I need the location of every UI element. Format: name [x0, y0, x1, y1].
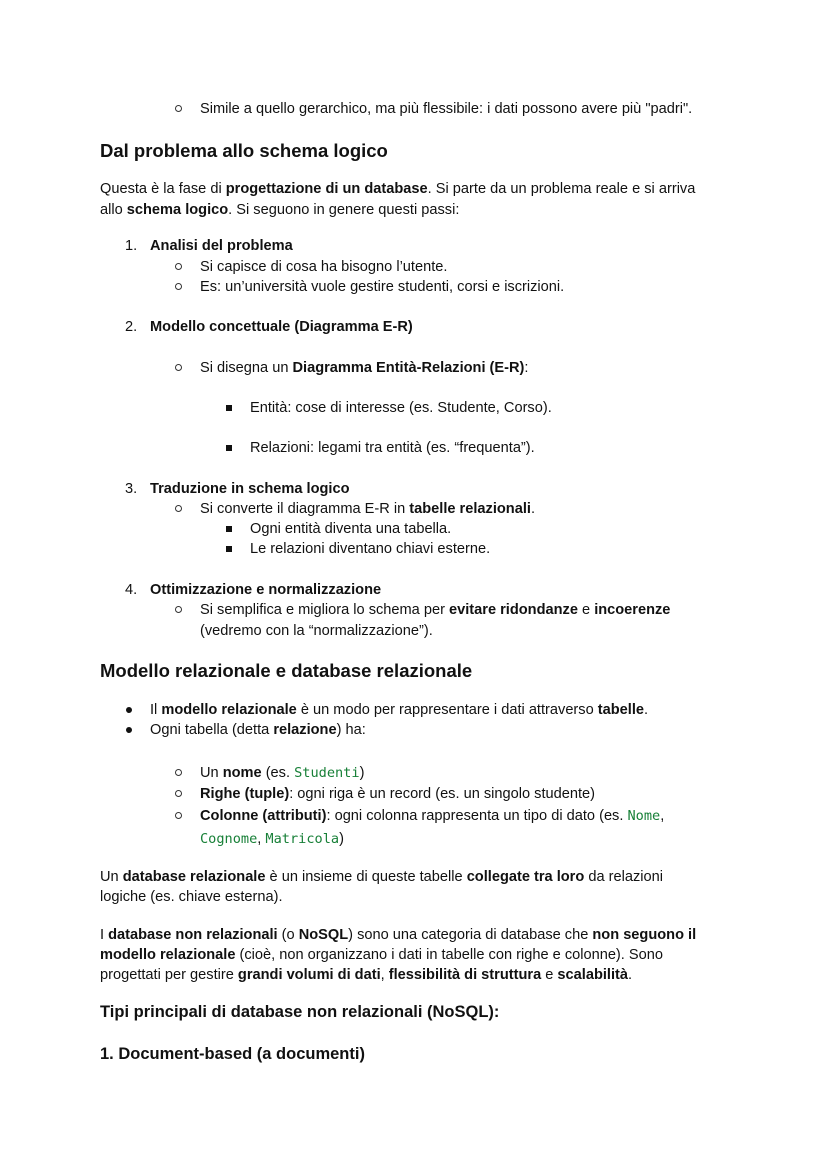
section-heading-progettazione: Dal problema allo schema logico: [100, 140, 388, 161]
code-text: Nome: [627, 808, 661, 824]
hollow-bullet-icon: [175, 812, 182, 819]
bold-text: nome: [222, 765, 262, 781]
text: ) ha:: [336, 722, 366, 738]
bold-text: flessibilità di struttura: [388, 967, 542, 983]
text: : ogni colonna rappresenta un tipo di dato (es.: [326, 808, 628, 824]
bold-text: Righe (tuple): [200, 786, 290, 802]
step-sub-bullet: Relazioni: legami tra entità (es. “frequenta”).: [250, 440, 535, 456]
step-number: 1.: [125, 238, 138, 254]
text: ): [339, 831, 344, 847]
text: : ogni riga è un record (es. un singolo studente): [289, 786, 596, 802]
step-number: 2.: [125, 319, 138, 335]
bold-text: Diagramma Entità-Relazioni (E-R): [292, 360, 525, 376]
code-text: Matricola: [265, 831, 340, 847]
bold-text: relazione: [273, 722, 337, 738]
sub-bullet-item: [200, 806, 664, 826]
text: è un insieme di queste tabelle: [265, 869, 467, 885]
code-text: Studenti: [294, 765, 360, 781]
bold-text: scalabilità: [557, 967, 628, 983]
hollow-bullet-icon: [175, 263, 182, 270]
text: . Si seguono in genere questi passi:: [228, 202, 460, 218]
text: è un modo per rappresentare i dati attraverso: [296, 702, 598, 718]
text: Si disegna un: [200, 360, 293, 376]
bold-text: schema logico: [126, 202, 229, 218]
text: Questa è la fase di: [100, 181, 226, 197]
paragraph-nosql-line3: [100, 965, 632, 985]
hollow-bullet-icon: [175, 283, 182, 290]
intro-bullet-text: Simile a quello gerarchico, ma più flessibile: i dati possono avere più "padri".: [200, 101, 693, 117]
step-bullet: Si capisce di cosa ha bisogno l’utente.: [200, 259, 448, 275]
subsection-heading-document-based: 1. Document-based (a documenti): [100, 1045, 365, 1063]
step-bullet: [200, 600, 670, 620]
text: Ogni tabella (detta: [150, 722, 274, 738]
section-heading-modello-relazionale: Modello relazionale e database relazionale: [100, 660, 473, 681]
step-title: [150, 580, 381, 600]
step-title-text: Ottimizzazione e normalizzazione: [150, 582, 382, 598]
text: .: [644, 702, 649, 718]
step-title-text: Traduzione in schema logico: [150, 481, 350, 497]
paragraph-nosql-line2: [100, 945, 663, 965]
step-number: 4.: [125, 582, 138, 598]
step-bullet: Es: un’università vuole gestire studenti, corsi e iscrizioni.: [200, 279, 565, 295]
text: .: [530, 501, 535, 517]
bold-text: tabelle relazionali: [409, 501, 531, 517]
text: Il: [150, 702, 162, 718]
text: ,: [380, 967, 389, 983]
step-title: [150, 236, 293, 256]
step-bullet: [200, 499, 535, 519]
paragraph-database-relazionale-line1: [100, 867, 663, 887]
text: (cioè, non organizzano i dati in tabelle con righe e colonne). Sono: [235, 947, 663, 963]
text: . Si parte da un problema reale e si arriva: [427, 181, 696, 197]
text: progettati per gestire: [100, 967, 238, 983]
hollow-bullet-icon: [175, 364, 182, 371]
hollow-bullet-icon: [175, 505, 182, 512]
square-bullet-icon: [226, 526, 232, 532]
text: Si converte il diagramma E-R in: [200, 501, 410, 517]
bold-text: database relazionale: [122, 869, 266, 885]
section-heading-tipi-nosql: Tipi principali di database non relazionali (NoSQL):: [100, 1003, 500, 1021]
step-title-text: Analisi del problema: [150, 238, 293, 254]
square-bullet-icon: [226, 445, 232, 451]
step-title: [150, 317, 413, 337]
hollow-bullet-icon: [175, 105, 182, 112]
bold-text: tabelle: [597, 702, 644, 718]
text: ,: [257, 831, 266, 847]
text: Un: [200, 765, 223, 781]
bullet-item: [150, 700, 648, 720]
text: ): [359, 765, 365, 781]
text: I: [100, 927, 109, 943]
text: e: [541, 967, 558, 983]
text: ,: [660, 808, 665, 824]
step-sub-bullet: Le relazioni diventano chiavi esterne.: [250, 541, 491, 557]
step-title-text: Modello concettuale (Diagramma E-R): [150, 319, 413, 335]
step-bullet: [200, 358, 528, 378]
text: allo: [100, 202, 127, 218]
bold-text: non seguono il: [592, 927, 697, 943]
bold-text: modello relazionale: [100, 947, 236, 963]
square-bullet-icon: [226, 405, 232, 411]
bold-text: grandi volumi di dati: [237, 967, 381, 983]
text: :: [524, 360, 529, 376]
text: Un: [100, 869, 123, 885]
step-sub-bullet: Entità: cose di interesse (es. Studente, Corso).: [250, 400, 552, 416]
code-text: Cognome: [200, 831, 258, 847]
step-number: 3.: [125, 481, 138, 497]
sub-bullet-item: [200, 784, 595, 804]
sub-bullet-item: [200, 763, 364, 783]
text: (es.: [261, 765, 295, 781]
hollow-bullet-icon: [175, 790, 182, 797]
text: .: [628, 967, 633, 983]
bold-text: database non relazionali: [108, 927, 278, 943]
filled-bullet-icon: [126, 727, 132, 733]
bold-text: modello relazionale: [161, 702, 297, 718]
bold-text: collegate tra loro: [466, 869, 585, 885]
hollow-bullet-icon: [175, 606, 182, 613]
paragraph-nosql-line1: [100, 925, 696, 945]
text: (o: [277, 927, 299, 943]
paragraph-database-relazionale-line2: logiche (es. chiave esterna).: [100, 889, 283, 905]
text: ) sono una categoria di database che: [348, 927, 593, 943]
step-title: [150, 479, 350, 499]
step-bullet-continuation: (vedremo con la “normalizzazione”).: [200, 623, 433, 639]
bold-text: NoSQL: [298, 927, 349, 943]
filled-bullet-icon: [126, 707, 132, 713]
text: da relazioni: [584, 869, 663, 885]
bold-text: evitare ridondanze: [449, 602, 578, 618]
bold-text: progettazione di un database: [225, 181, 428, 197]
bullet-item: [150, 720, 366, 740]
step-sub-bullet: Ogni entità diventa una tabella.: [250, 521, 452, 537]
hollow-bullet-icon: [175, 769, 182, 776]
square-bullet-icon: [226, 546, 232, 552]
section1-paragraph-line1: [100, 179, 695, 199]
section1-paragraph-line2: [100, 200, 459, 220]
sub-bullet-continuation: [200, 829, 344, 849]
bold-text: incoerenze: [594, 602, 671, 618]
text: Si semplifica e migliora lo schema per: [200, 602, 449, 618]
bold-text: Colonne (attributi): [200, 808, 327, 824]
text: e: [577, 602, 595, 618]
